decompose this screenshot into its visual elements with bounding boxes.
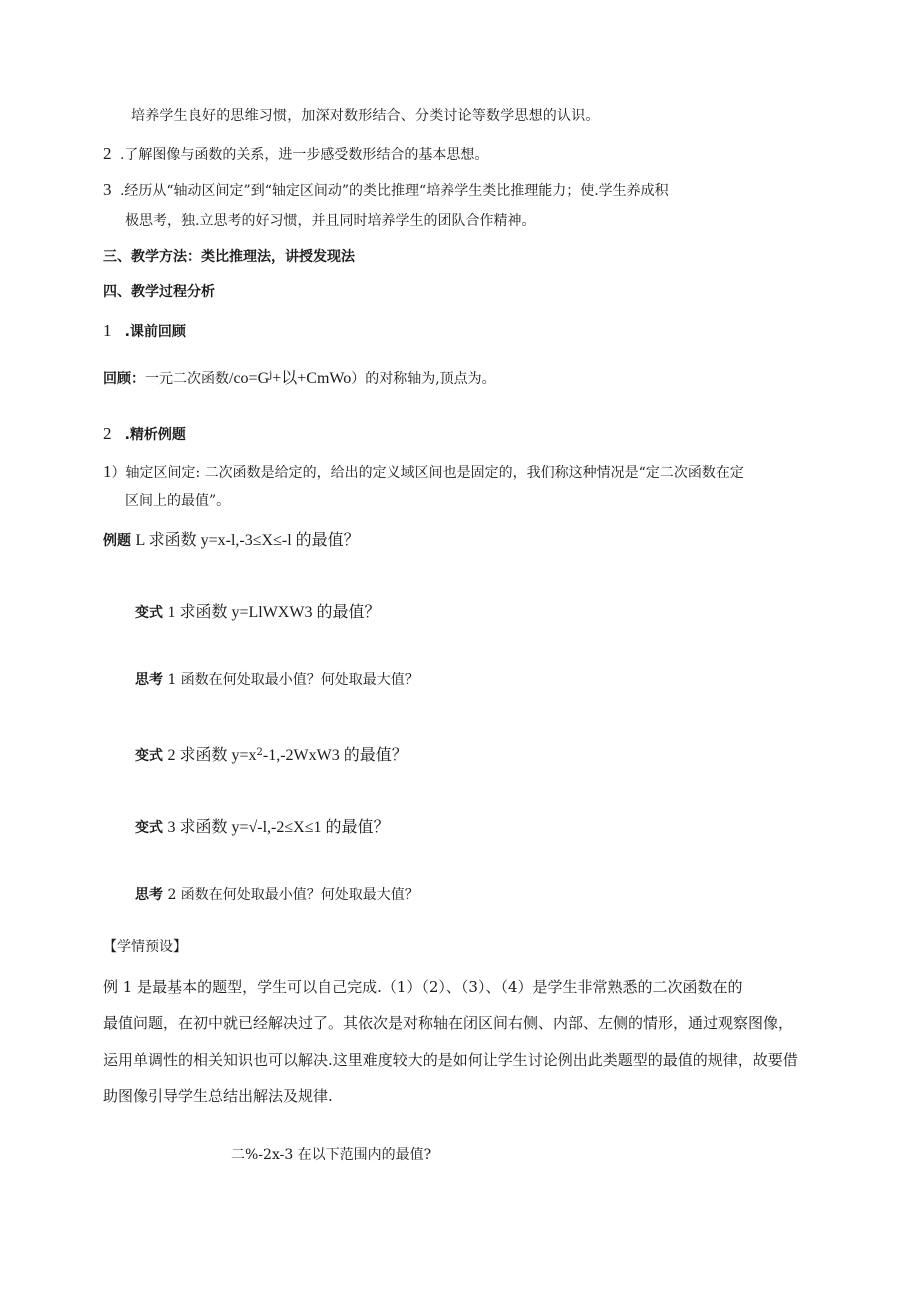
variant-3-label: 变式 — [135, 820, 163, 836]
case-1-text: ）轴定区间定: 二次函数是给定的，给出的定义域区间也是固定的，我们称这种情况是“定二次函数在定 — [111, 465, 744, 481]
variant-3 — [135, 820, 389, 836]
example-1-label: 例题 — [103, 533, 131, 549]
preset-para-line-1: 例 1 是最基本的题型，学生可以自己完成.（1）（2）、（3）、（4）是学生非常熟悉的二次函数在的 — [103, 978, 743, 996]
goal-2-text: .了解图像与函数的关系，进一步感受数形结合的基本思想。 — [119, 147, 489, 163]
review-formula-sup: j — [269, 370, 273, 381]
examples-heading — [103, 425, 186, 442]
range-question: 二%-2x-3 在以下范围内的最值? — [231, 1147, 432, 1163]
variant-1 — [135, 605, 380, 621]
review-formula-b: +以+CmWo — [272, 370, 352, 387]
goal-3-text: .经历从“轴动区间定”到“轴定区间动”的类比推理“培养学生类比推理能力；使.学生养成积 — [119, 183, 669, 199]
preset-para-line-4: 助图像引导学生总结出解法及规律. — [103, 1087, 333, 1105]
think-2-text: 2 函数在何处取最小值？何处取最大值？ — [167, 887, 419, 903]
think-1 — [135, 673, 419, 687]
variant-3-text: 3 求函数 y=√-l,-2≤X≤1 的最值？ — [167, 819, 390, 836]
variant-2-label: 变式 — [135, 748, 163, 764]
variant-2-text-b: -1,-2WxW3 的最值？ — [262, 747, 408, 764]
review-title: .课前回顾 — [124, 324, 186, 340]
variant-2-text-a: 2 求函数 y=x — [167, 747, 257, 764]
think-1-label: 思考 — [135, 672, 163, 688]
variant-1-label: 变式 — [135, 605, 163, 621]
case-1-continuation: 区间上的最值”。 — [125, 493, 231, 509]
review-number: 1 — [103, 321, 112, 340]
variant-2 — [135, 748, 408, 764]
review-formula-a: /co=G — [229, 370, 270, 387]
review-text-b: ）的对称轴为,顶点为。 — [351, 371, 496, 387]
goal-3-continuation: 极思考，独.立思考的好习惯，并且同时培养学生的团队合作精神。 — [125, 213, 536, 229]
section-4-heading: 四、教学过程分析 — [103, 284, 215, 300]
review-line — [103, 371, 496, 387]
goal-3-number: 3 — [103, 180, 112, 199]
variant-2-sup: 2 — [256, 747, 263, 758]
think-1-text: 1 函数在何处取最小值？何处取最大值？ — [167, 672, 419, 688]
goal-item-3 — [103, 181, 669, 198]
examples-number: 2 — [103, 424, 112, 443]
example-1 — [103, 533, 360, 549]
goal-2-number: 2 — [103, 144, 112, 163]
goal-1-continuation: 培养学生良好的思维习惯，加深对数形结合、分类讨论等数学思想的认识。 — [131, 108, 600, 124]
case-1-line — [103, 463, 744, 480]
example-1-text: L 求函数 y=x-l,-3≤X≤-l 的最值？ — [135, 532, 360, 549]
think-2-label: 思考 — [135, 887, 163, 903]
section-3-heading: 三、教学方法：类比推理法，讲授发现法 — [103, 249, 355, 265]
preset-para-line-3: 运用单调性的相关知识也可以解决.这里难度较大的是如何让学生讨论例出此类题型的最值的规律，故要借 — [103, 1051, 798, 1069]
case-1-number: 1 — [103, 462, 112, 481]
review-text-a: 一元二次函数 — [145, 371, 229, 387]
preset-para-line-2: 最值问题，在初中就已经解决过了。其依次是对称轴在闭区间右侧、内部、左侧的情形，通过观察图像， — [103, 1014, 794, 1032]
examples-title: .精析例题 — [124, 427, 186, 443]
variant-1-text: 1 求函数 y=LlWXW3 的最值？ — [167, 604, 381, 621]
goal-item-2 — [103, 145, 488, 162]
think-2 — [135, 888, 419, 902]
review-label: 回顾： — [103, 371, 145, 387]
review-heading — [103, 322, 186, 339]
preset-heading: 【学情预设】 — [103, 939, 187, 955]
